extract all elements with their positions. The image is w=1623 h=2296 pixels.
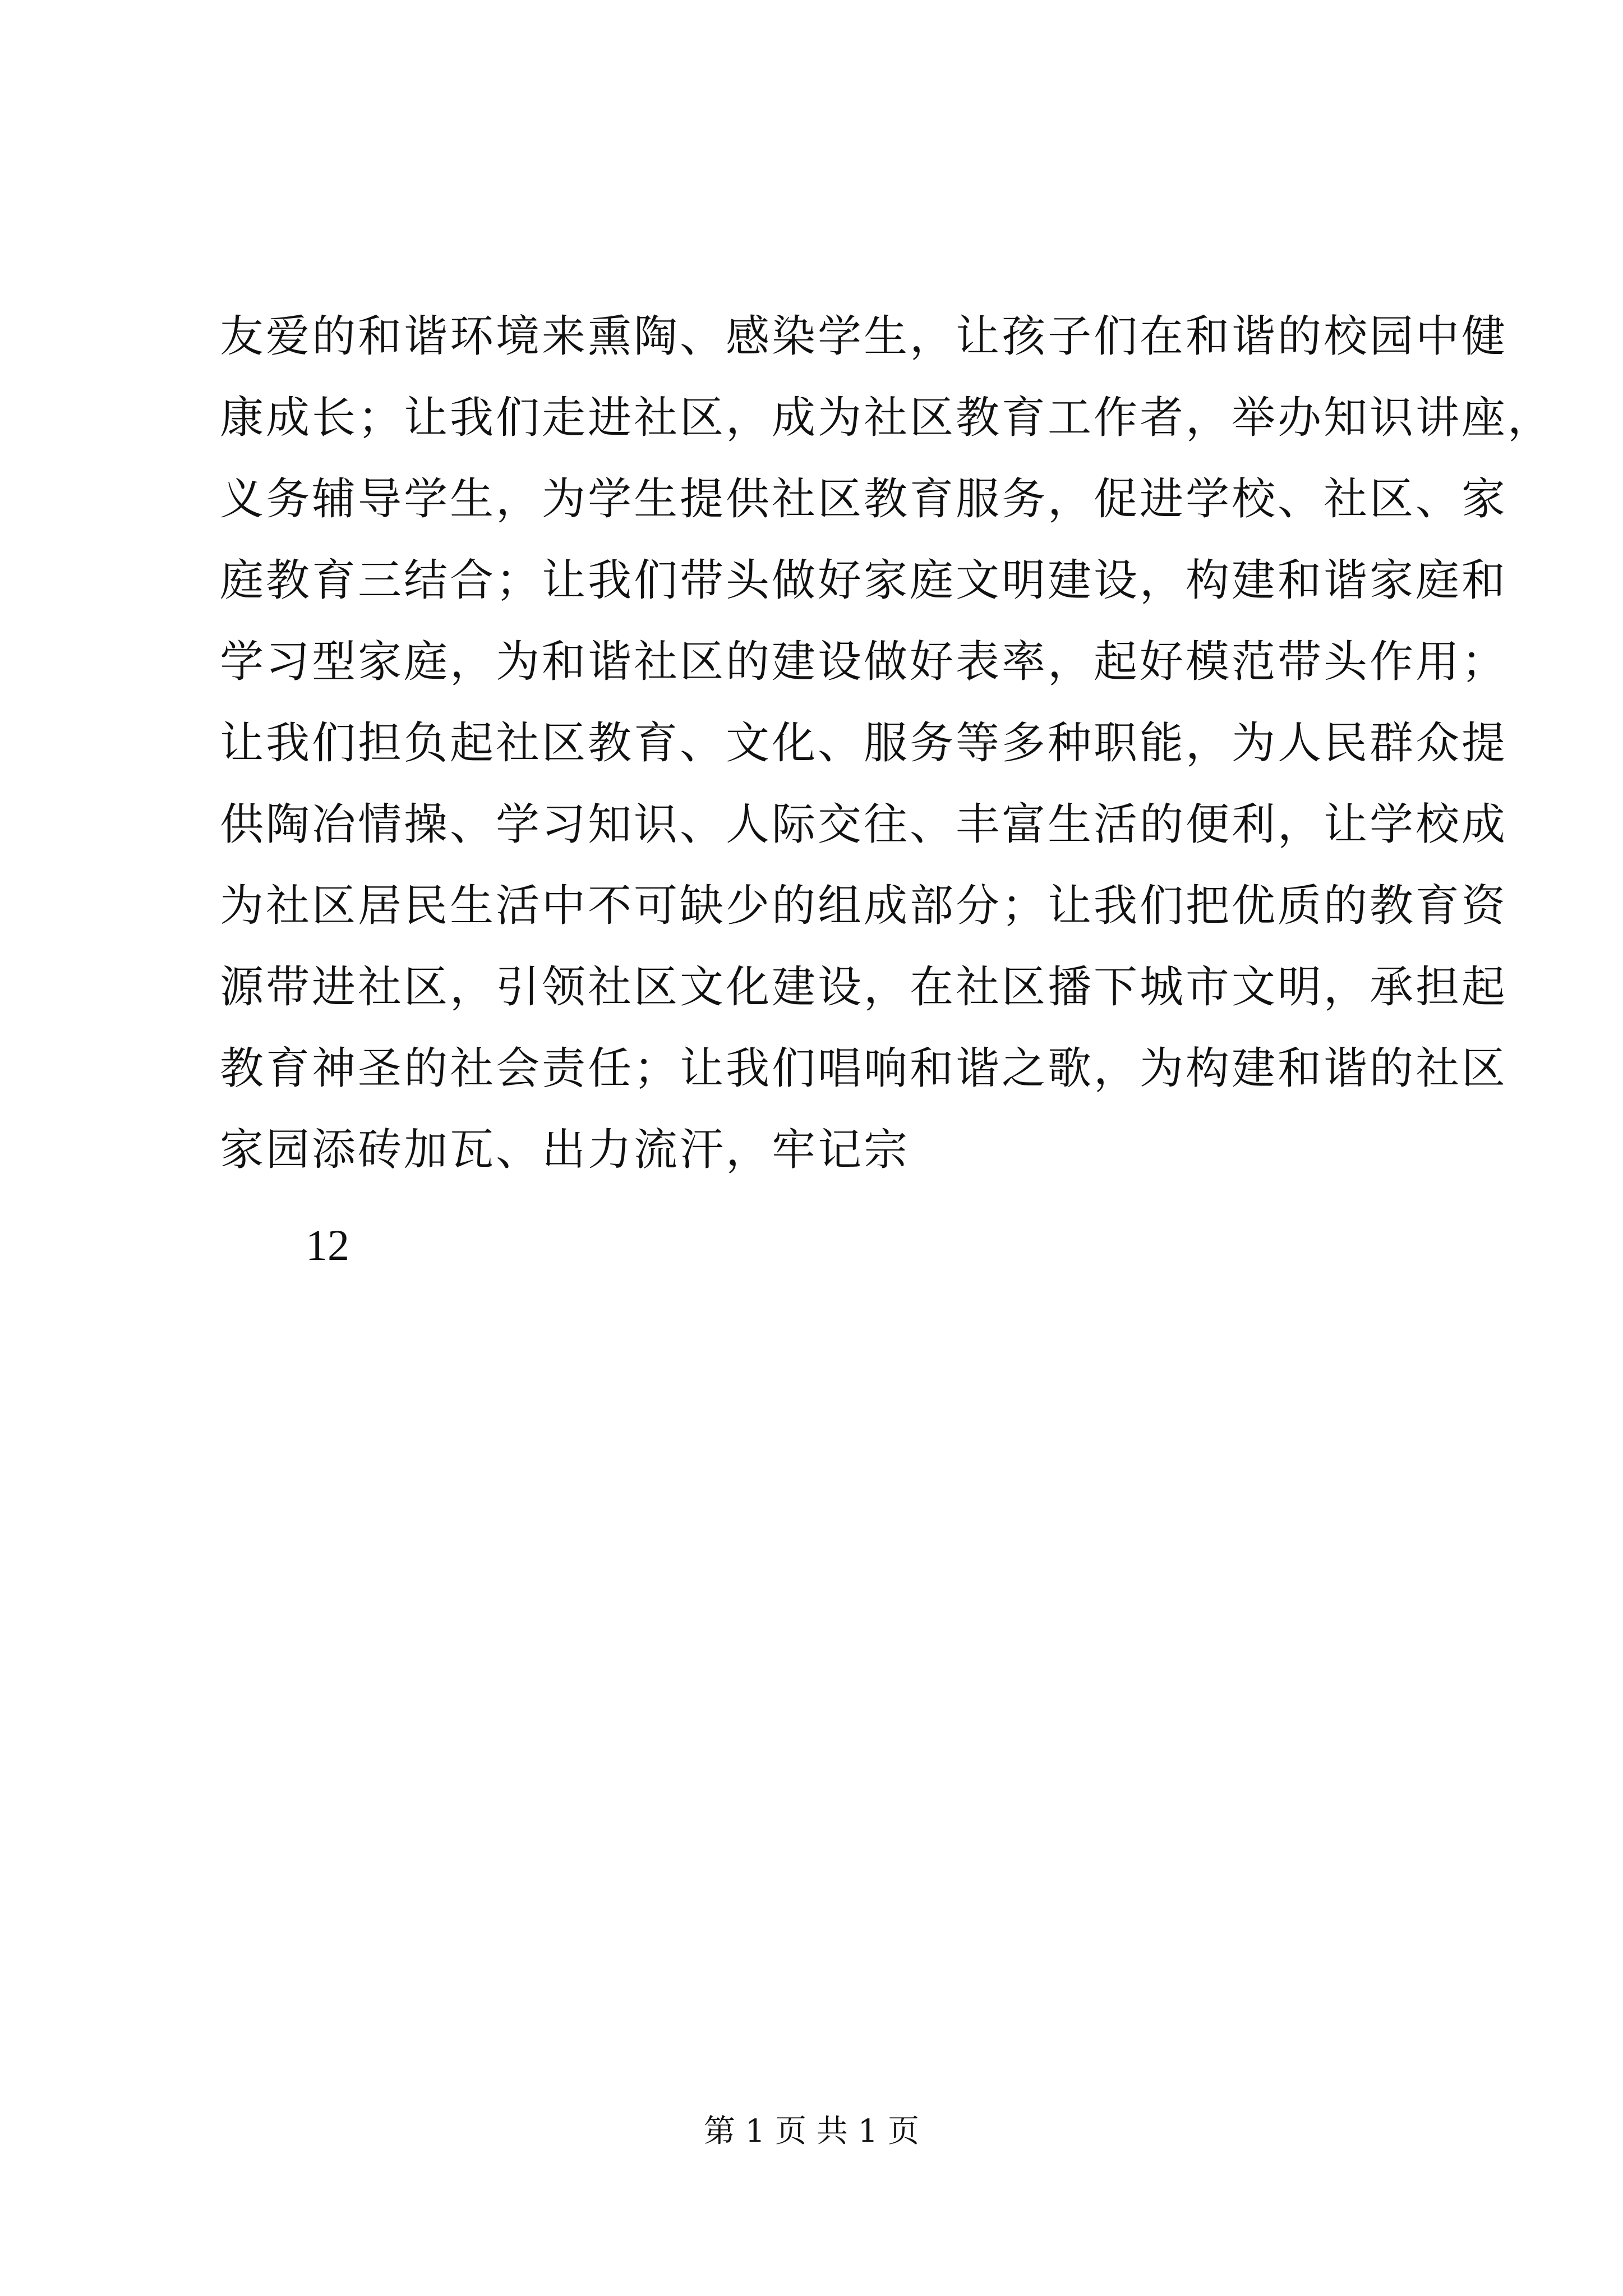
paragraph-line: 供陶冶情操、学习知识、人际交往、丰富生活的便利，让学校成 [220, 799, 1508, 850]
paragraph-line: 义务辅导学生，为学生提供社区教育服务，促进学校、社区、家 [220, 474, 1508, 524]
paragraph-line: 学习型家庭，为和谐社区的建设做好表率，起好模范带头作用； [220, 637, 1508, 687]
body-paragraph [220, 296, 1554, 1191]
paragraph-line: 友爱的和谐环境来熏陶、感染学生，让孩子们在和谐的校园中健 [220, 311, 1508, 362]
paragraph-line: 庭教育三结合；让我们带头做好家庭文明建设，构建和谐家庭和 [220, 555, 1508, 606]
paragraph-line: 康成长；让我们走进社区，成为社区教育工作者，举办知识讲座， [220, 393, 1554, 443]
paragraph-line: 教育神圣的社会责任；让我们唱响和谐之歌，为构建和谐的社区 [220, 1043, 1508, 1094]
paragraph-line: 为社区居民生活中不可缺少的组成部分；让我们把优质的教育资 [220, 881, 1508, 931]
page-footer: 第 1 页 共 1 页 [703, 2113, 920, 2150]
paragraph-line: 让我们担负起社区教育、文化、服务等多种职能，为人民群众提 [220, 718, 1508, 769]
inline-page-number: 12 [306, 1221, 349, 1269]
paragraph-line: 家园添砖加瓦、出力流汗，牢记宗 [220, 1125, 910, 1175]
paragraph-line: 源带进社区，引领社区文化建设，在社区播下城市文明，承担起 [220, 962, 1508, 1013]
